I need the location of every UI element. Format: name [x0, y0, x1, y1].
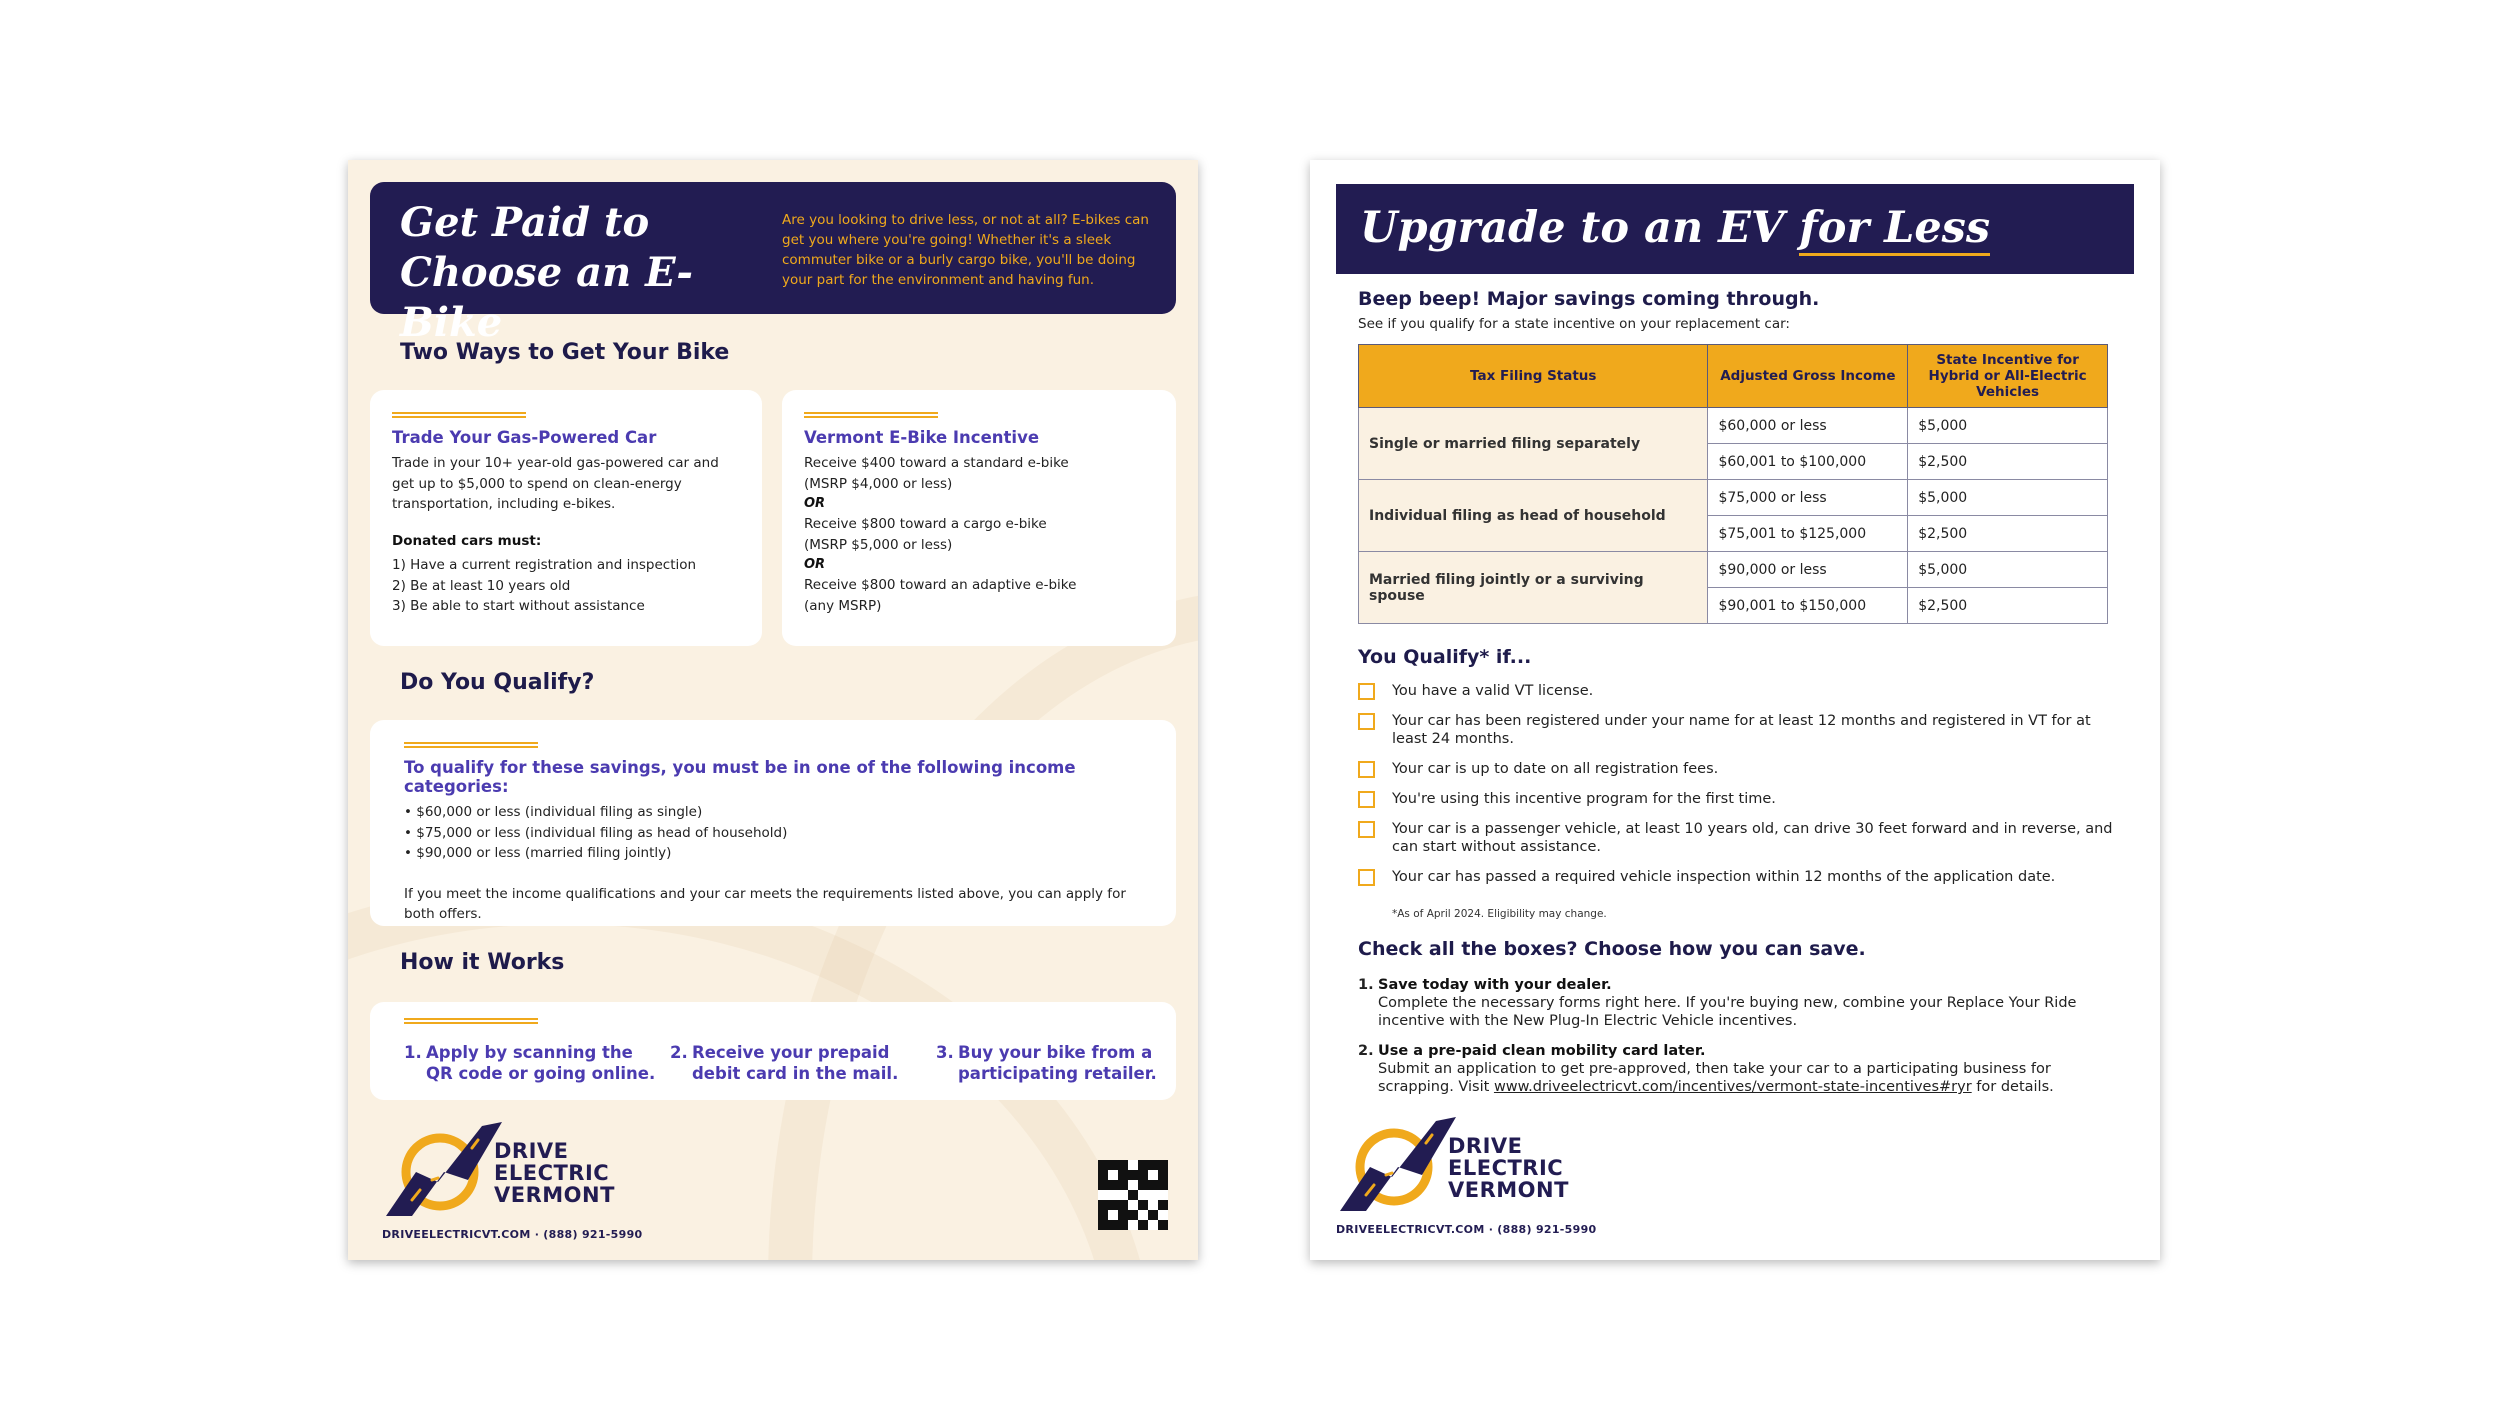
filing-status-cell: Married filing jointly or a surviving spouse — [1359, 552, 1708, 624]
checklist-item: Your car is up to date on all registration fees. — [1358, 760, 2118, 778]
filing-status-cell: Single or married filing separately — [1359, 408, 1708, 480]
qualify-heading: You Qualify* if... — [1358, 646, 1532, 668]
step-2: 2. Receive your prepaid debit card in the mail. — [670, 1043, 899, 1083]
qualify-card — [370, 720, 1176, 926]
subheading: Beep beep! Major savings coming through. — [1358, 288, 1820, 310]
subtext: See if you qualify for a state incentive on your replacement car: — [1358, 316, 1790, 332]
section-heading-qualify: Do You Qualify? — [400, 670, 595, 695]
gold-rule — [404, 742, 538, 748]
checkbox[interactable] — [1358, 791, 1375, 808]
incentive-cell: $2,500 — [1908, 444, 2108, 480]
ev-flyer-page — [1310, 160, 2160, 1260]
checklist-item: Your car has passed a required vehicle inspection within 12 months of the application date. — [1358, 868, 2118, 886]
table-row — [1359, 408, 2108, 444]
income-cell: $60,001 to $100,000 — [1708, 444, 1908, 480]
save-option: 2. Use a pre-paid clean mobility card later. Submit an application to get pre-approved, then take your car to a participating business for scrapping. Visit www.driveelectricvt.com/incentives/vermont-state-incentives#ryr for details. — [1358, 1043, 2054, 1095]
step-1: 1. Apply by scanning the QR code or going online. — [404, 1043, 656, 1083]
income-cell: $75,001 to $125,000 — [1708, 516, 1908, 552]
offer-standard: Receive $400 toward a standard e-bike (MSRP $4,000 or less) — [804, 455, 1069, 492]
qualify-checklist — [1358, 682, 2118, 886]
list-item: 2) Be at least 10 years old — [392, 577, 571, 594]
checkbox[interactable] — [1358, 713, 1375, 730]
ebike-flyer-page — [348, 160, 1198, 1260]
column-header: Tax Filing Status — [1359, 345, 1708, 408]
incentive-cell: $5,000 — [1908, 480, 2108, 516]
incentive-table — [1358, 344, 2108, 624]
incentive-cell: $2,500 — [1908, 516, 2108, 552]
save-option: 1. Save today with your dealer. Complete the necessary forms right here. If you're buying new, combine your Replace Your Ride incentive with the New Plug-In Electric Vehicle incentives. — [1358, 977, 2077, 1029]
incentive-cell: $2,500 — [1908, 588, 2108, 624]
steps-card — [370, 1002, 1176, 1100]
donated-label: Donated cars must: — [392, 532, 542, 549]
table-header-row — [1359, 345, 2108, 408]
card-heading: Vermont E-Bike Incentive — [804, 428, 1040, 447]
income-cell: $90,000 or less — [1708, 552, 1908, 588]
contact-line: DRIVEELECTRICVT.COM · (888) 921-5990 — [382, 1228, 643, 1241]
trade-car-card — [370, 390, 762, 646]
checklist-item: You're using this incentive program for the first time. — [1358, 790, 2118, 808]
header-banner — [1336, 184, 2134, 274]
offer-adaptive: Receive $800 toward an adaptive e-bike (any MSRP) — [804, 577, 1077, 614]
gold-rule — [392, 412, 526, 418]
list-item: • $75,000 or less (individual filing as head of household) — [404, 824, 788, 841]
logo-wordmark: DRIVE ELECTRIC VERMONT — [1448, 1134, 1569, 1202]
section-heading-how-it-works: How it Works — [400, 950, 565, 975]
or-separator: OR — [804, 557, 826, 572]
title-highlight: for Less — [1799, 203, 1990, 256]
list-item: • $60,000 or less (individual filing as single) — [404, 804, 703, 820]
list-item: • $90,000 or less (married filing jointly) — [404, 845, 672, 861]
lightning-road-icon — [382, 1120, 512, 1220]
card-heading: To qualify for these savings, you must be in one of the following income categories: — [404, 758, 1076, 796]
gold-rule — [804, 412, 938, 418]
offer-cargo: Receive $800 toward a cargo e-bike (MSRP $5,000 or less) — [804, 516, 1047, 553]
ebike-incentive-card — [782, 390, 1176, 646]
lightning-road-icon — [1336, 1115, 1466, 1215]
incentives-link[interactable]: www.driveelectricvt.com/incentives/vermont-state-incentives#ryr — [1493, 1079, 1972, 1095]
incentive-cell: $5,000 — [1908, 408, 2108, 444]
filing-status-cell: Individual filing as head of household — [1359, 480, 1708, 552]
qualify-note: If you meet the income qualifications and your car meets the requirements listed above, you can apply for both offers. — [404, 885, 1126, 922]
save-options-list — [1358, 976, 2128, 1108]
drive-electric-logo — [1336, 1115, 1596, 1215]
checkbox[interactable] — [1358, 821, 1375, 838]
checkbox[interactable] — [1358, 869, 1375, 886]
checklist-item: Your car has been registered under your name for at least 12 months and registered in VT for at least 24 months. — [1358, 712, 2118, 748]
header-banner — [370, 182, 1176, 346]
save-heading: Check all the boxes? Choose how you can save. — [1358, 938, 1866, 960]
drive-electric-logo — [382, 1120, 642, 1220]
page-title: Upgrade to an EV for Less — [1360, 200, 1990, 256]
checklist-item: Your car is a passenger vehicle, at least 10 years old, can drive 30 feet forward and in reverse, and can start without assistance. — [1358, 820, 2118, 856]
list-item: 1) Have a current registration and inspection — [392, 557, 697, 573]
section-heading-two-ways: Two Ways to Get Your Bike — [400, 340, 730, 365]
qr-code-icon[interactable] — [1098, 1160, 1168, 1230]
footnote: *As of April 2024. Eligibility may change. — [1392, 908, 1607, 920]
table-row — [1359, 480, 2108, 516]
column-header: Adjusted Gross Income — [1708, 345, 1908, 408]
incentive-cell: $5,000 — [1908, 552, 2108, 588]
card-heading: Trade Your Gas-Powered Car — [392, 428, 657, 447]
table-row — [1359, 552, 2108, 588]
checklist-item: You have a valid VT license. — [1358, 682, 2118, 700]
card-body: Trade in your 10+ year-old gas-powered car and get up to $5,000 to spend on clean-energy transportation, including e-bikes. — [392, 455, 719, 512]
checkbox[interactable] — [1358, 761, 1375, 778]
page-title: Get Paid to Choose an E-Bike — [400, 199, 693, 346]
logo-wordmark: DRIVE ELECTRIC VERMONT — [494, 1139, 615, 1207]
column-header: State Incentive for Hybrid or All-Electric Vehicles — [1908, 345, 2108, 408]
income-cell: $75,000 or less — [1708, 480, 1908, 516]
checkbox[interactable] — [1358, 683, 1375, 700]
income-cell: $60,000 or less — [1708, 408, 1908, 444]
or-separator: OR — [804, 496, 826, 511]
income-list — [404, 802, 1142, 864]
requirements-list — [392, 555, 740, 617]
list-item: 3) Be able to start without assistance — [392, 598, 645, 614]
gold-rule — [404, 1018, 538, 1024]
income-cell: $90,001 to $150,000 — [1708, 588, 1908, 624]
step-3: 3. Buy your bike from a participating retailer. — [936, 1043, 1157, 1083]
contact-line: DRIVEELECTRICVT.COM · (888) 921-5990 — [1336, 1223, 1597, 1236]
intro-text: Are you looking to drive less, or not at all? E-bikes can get you where you're going! Whether it's a sleek commuter bike or a burly cargo bike, you'll be doing your part for the environment and having fun. — [782, 212, 1149, 288]
